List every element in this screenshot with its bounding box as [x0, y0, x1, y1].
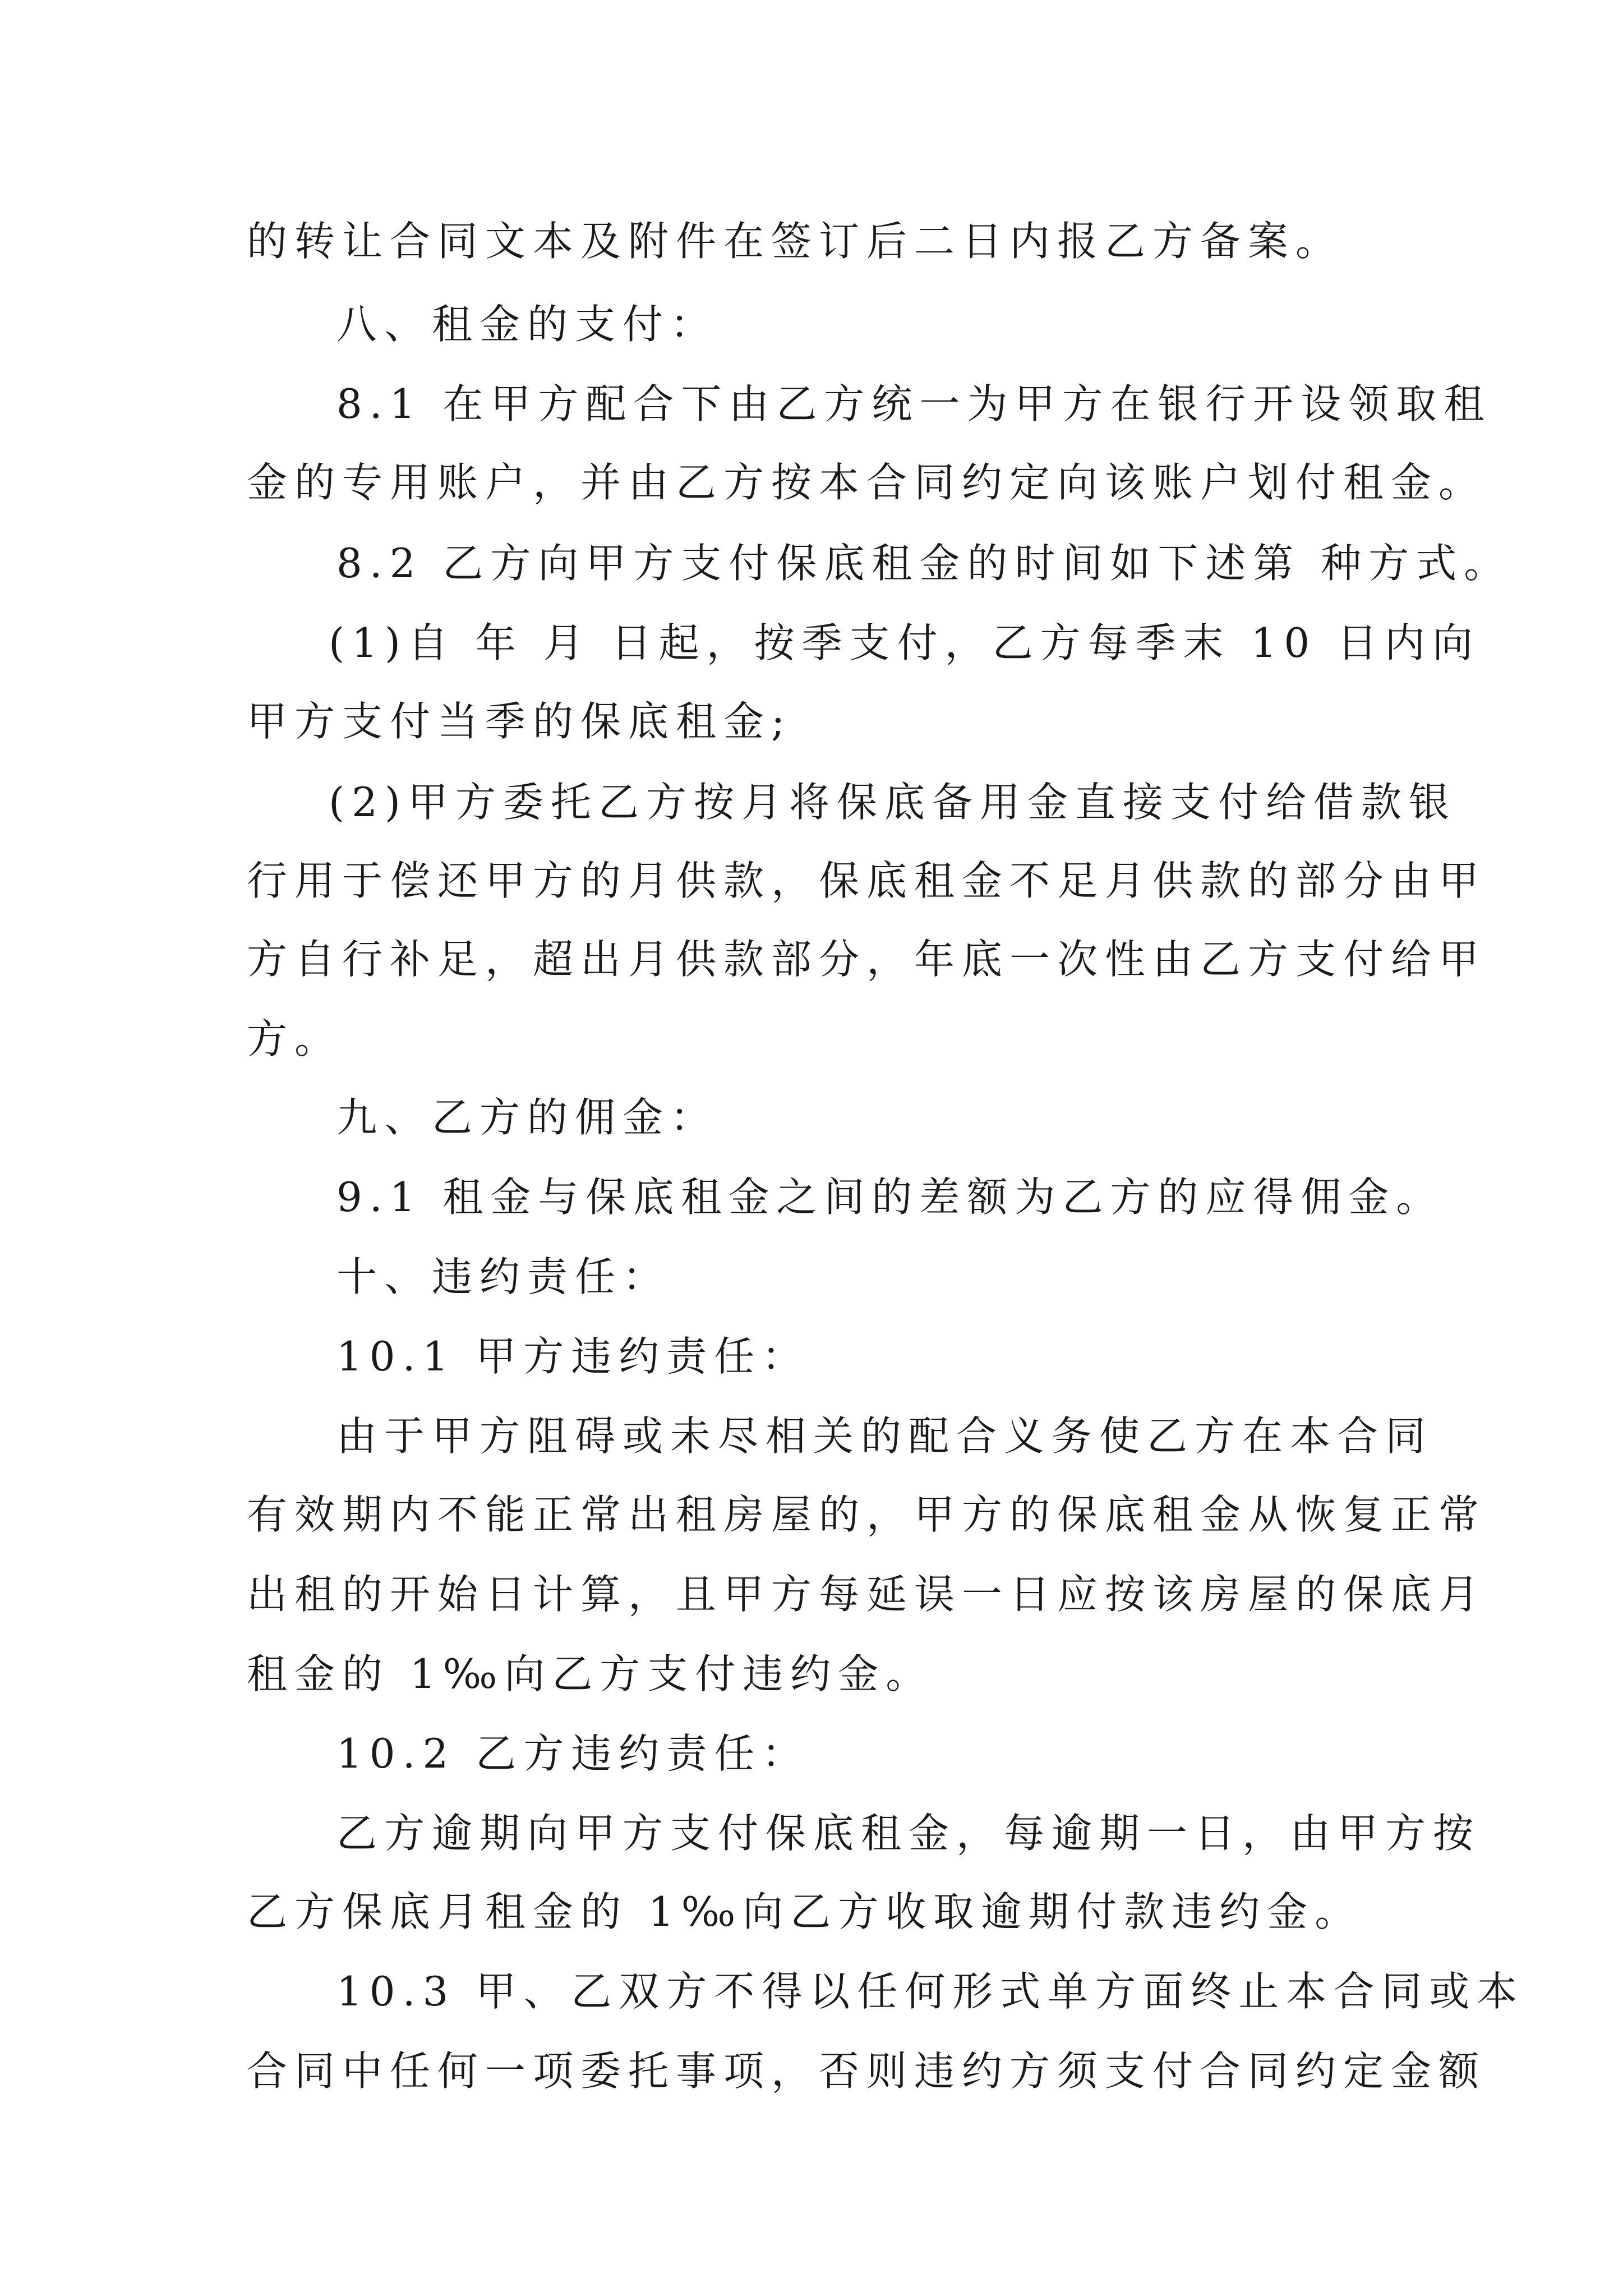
text-line: 乙方逾期向甲方支付保底租金，每逾期一日，由甲方按 — [336, 1810, 1481, 1857]
text-line: 的转让合同文本及附件在签订后二日内报乙方备案。 — [247, 218, 1344, 265]
clause-10-2: 10.2 乙方违约责任： — [336, 1730, 810, 1777]
text-line: 合同中任何一项委托事项，否则违约方须支付合同约定金额 — [247, 2047, 1487, 2095]
text-line: 方。 — [247, 1015, 343, 1062]
clause-8-1: 8.1 在甲方配合下由乙方统一为甲方在银行开设领取租 — [336, 380, 1492, 427]
section-heading-commission: 九、乙方的佣金： — [336, 1094, 718, 1141]
clause-8-2: 8.2 乙方向甲方支付保底租金的时间如下述第 种方式。 — [336, 540, 1512, 587]
text-line: 金的专用账户，并由乙方按本合同约定向该账户划付租金。 — [247, 459, 1487, 506]
text-line: 方自行补足，超出月供款部分，年底一次性由乙方支付给甲 — [247, 936, 1487, 983]
clause-9-1: 9.1 租金与保底租金之间的差额为乙方的应得佣金。 — [336, 1174, 1444, 1221]
clause-option-1: (1)自 年 月 日起，按季支付，乙方每季末 10 日内向 — [329, 619, 1481, 666]
text-line: 有效期内不能正常出租房屋的，甲方的保底租金从恢复正常 — [247, 1491, 1487, 1538]
text-line: 租金的 1‰向乙方支付违约金。 — [247, 1650, 934, 1697]
text-line: 出租的开始日计算，且甲方每延误一日应按该房屋的保底月 — [247, 1571, 1487, 1618]
text-line: 行用于偿还甲方的月供款，保底租金不足月供款的部分由甲 — [247, 857, 1487, 904]
text-line: 乙方保底月租金的 1‰向乙方收取逾期付款违约金。 — [247, 1888, 1363, 1935]
section-heading-liability: 十、违约责任： — [336, 1253, 671, 1300]
clause-10-3: 10.3 甲、乙双方不得以任何形式单方面终止本合同或本 — [336, 1968, 1525, 2015]
text-line: 由于甲方阻碍或未尽相关的配合义务使乙方在本合同 — [336, 1412, 1433, 1460]
clause-10-1: 10.1 甲方违约责任： — [336, 1333, 810, 1380]
text-line: 甲方支付当季的保底租金; — [247, 698, 792, 745]
section-heading-rent-payment: 八、租金的支付： — [336, 301, 718, 348]
clause-option-2: (2)甲方委托乙方按月将保底备用金直接支付给借款银 — [329, 779, 1456, 826]
